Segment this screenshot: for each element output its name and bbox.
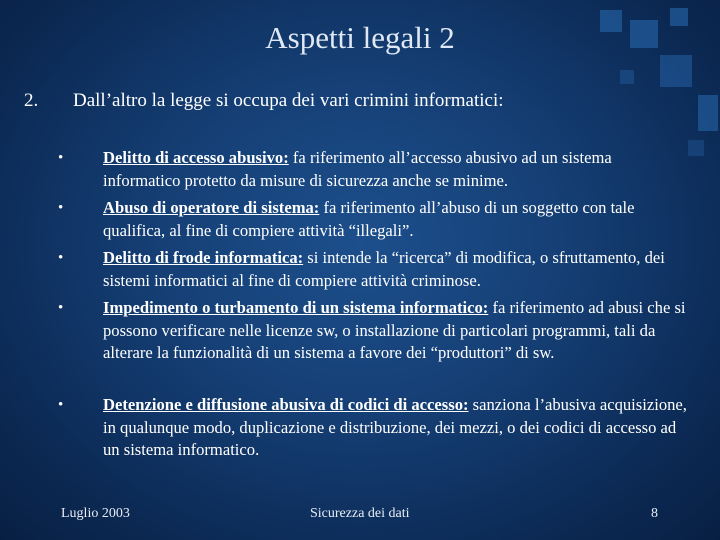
lead-number: 2.	[24, 90, 39, 111]
bullet-icon: •	[58, 250, 64, 266]
footer-date: Luglio 2003	[61, 506, 130, 521]
list-item-term: Delitto di accesso abusivo:	[103, 148, 289, 167]
list-item-text: sanziona l’abusiva acquisizione, in qualunque modo, duplicazione e distribuzione, dei mezzi, o dei codici di accesso ad un sistema informatico.	[103, 395, 687, 459]
list-item-body	[103, 247, 693, 292]
list-item-term: Delitto di frode informatica:	[103, 248, 304, 267]
footer-title: Sicurezza dei dati	[310, 506, 410, 521]
page-number: 8	[651, 506, 658, 521]
list-item-body	[103, 147, 693, 192]
list-item-text: si intende la “ricerca” di modifica, o sfruttamento, dei sistemi informatici al fine di compiere attività criminose.	[103, 248, 665, 290]
bullet-icon: •	[58, 397, 64, 413]
slide-title: Aspetti legali 2	[265, 20, 455, 55]
bullet-icon: •	[58, 300, 64, 316]
bullet-icon: •	[58, 150, 64, 166]
list-item-body	[103, 197, 693, 242]
list-item-body	[103, 297, 693, 365]
bullet-icon: •	[58, 200, 64, 216]
list-item-text: fa riferimento all’accesso abusivo ad un sistema informatico protetto da misure di sicurezza anche se minime.	[103, 148, 612, 190]
list-item-term: Detenzione e diffusione abusiva di codici di accesso:	[103, 395, 469, 414]
list-item-text: fa riferimento all’abuso di un soggetto con tale qualifica, al fine di compiere attività “illegali”.	[103, 198, 635, 240]
list-item-term: Abuso di operatore di sistema:	[103, 198, 320, 217]
lead-text: Dall’altro la legge si occupa dei vari crimini informatici:	[73, 90, 504, 111]
list-item-text: fa riferimento ad abusi che si possono verificare nelle licenze sw, o installazione di particolari programmi, tali da alterare la funzionalità di un sistema a favore dei “produttori” di sw.	[103, 298, 686, 362]
list-item-body	[103, 394, 693, 462]
list-item-term: Impedimento o turbamento di un sistema informatico:	[103, 298, 489, 317]
